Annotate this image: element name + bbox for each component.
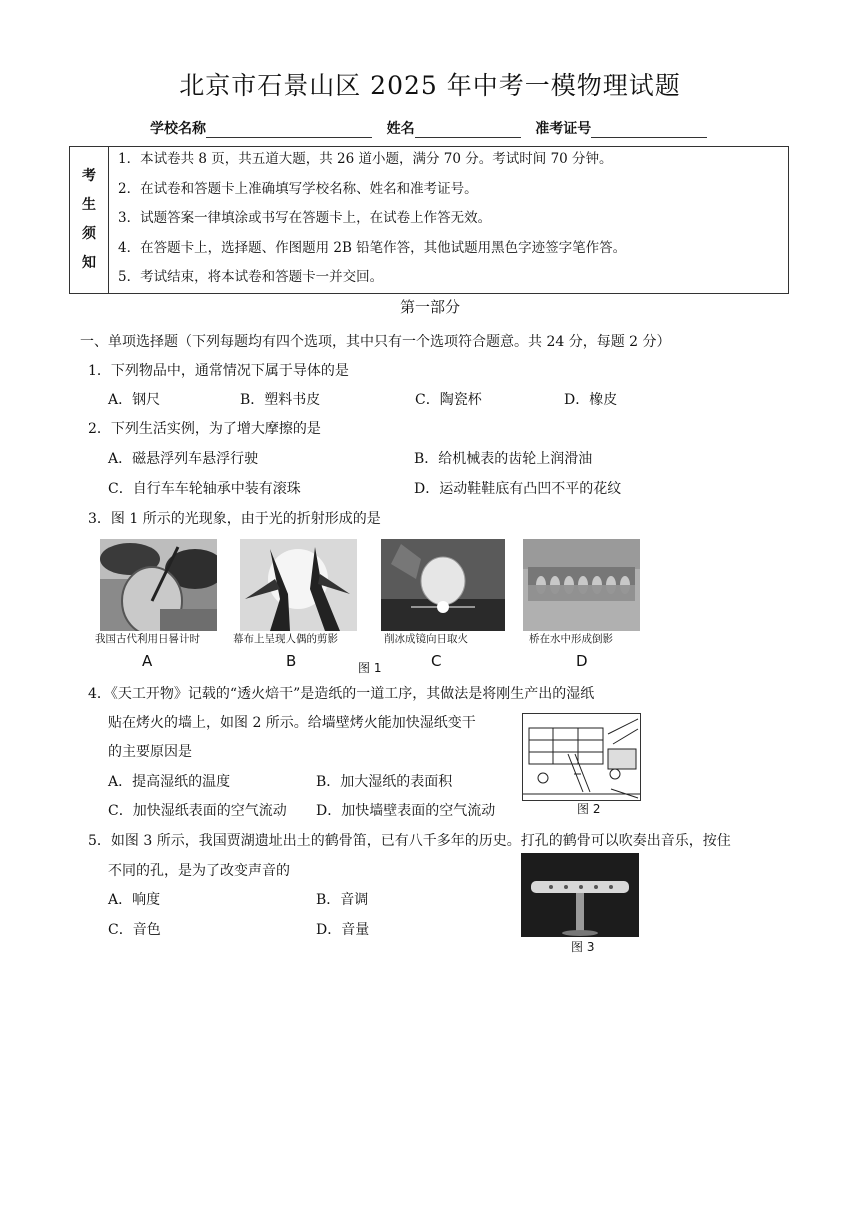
q5-stem-line1: 5．如图 3 所示，我国贾湖遗址出土的鹤骨笛，已有八千多年的历史。打孔的鹤骨可以吹奏出音乐，按住 [88,833,731,849]
q3-option-d[interactable]: D [576,652,588,670]
notice-char: 知 [82,255,96,271]
q3-option-c[interactable]: C [431,652,442,670]
student-info-line [150,118,707,138]
q4-option-c[interactable]: C．加快湿纸表面的空气流动 [108,803,287,819]
q1-option-b[interactable]: B．塑料书皮 [240,392,321,408]
q4-stem-line1: 4．《天工开物》记载的“透火焙干”是造纸的一道工序，其做法是将刚生产出的湿纸 [88,686,595,702]
notice-item: 4．在答题卡上，选择题、作图题用 2B 铅笔作答，其他试题用黑色字迹签字笔作答。 [118,239,627,256]
notice-item: 3．试题答案一律填涂或书写在答题卡上，在试卷上作答无效。 [118,210,492,226]
shadow-puppet-photo [240,539,357,631]
notice-item: 5．考试结束，将本试卷和答题卡一并交回。 [118,269,384,285]
notice-items [118,149,626,297]
q5-option-d[interactable]: D．音量 [316,922,370,938]
school-label: 学校名称 [150,121,206,137]
page-title: 北京市石景山区 2025 年中考一模物理试题 [179,71,681,100]
q4-stem-line2: 贴在烤火的墙上，如图 2 所示。给墙壁烤火能加快湿纸变干 [108,715,476,731]
school-blank[interactable] [206,123,372,138]
bridge-reflection-photo [523,539,640,631]
q2-stem: 2．下列生活实例，为了增大摩擦的是 [88,421,321,437]
q5-option-b[interactable]: B．音调 [316,892,369,908]
q3-stem: 3．图 1 所示的光现象，由于光的折射形成的是 [88,511,381,527]
notice-item: 2．在试卷和答题卡上准确填写学校名称、姓名和准考证号。 [118,180,478,197]
q4-option-b[interactable]: B．加大湿纸的表面积 [316,774,453,790]
notice-item: 1．本试卷共 8 页，共五道大题，共 26 道小题，满分 70 分。考试时间 70 分钟。 [118,151,613,167]
sundial-photo [100,539,217,631]
section-title: 第一部分 [399,298,460,316]
figure-1-label: 图 1 [358,661,382,675]
q4-stem-line3: 的主要原因是 [108,744,192,760]
caption-a: 我国古代利用日晷计时 [95,633,200,645]
notice-char: 生 [82,197,96,213]
q2-option-d[interactable]: D．运动鞋鞋底有凸凹不平的花纹 [414,481,622,497]
q3-option-a[interactable]: A [142,652,153,670]
name-label: 姓名 [386,121,415,137]
q5-option-c[interactable]: C．音色 [108,922,161,938]
caption-b: 幕布上呈现人偶的剪影 [233,633,338,645]
part-heading: 一、单项选择题（下列每题均有四个选项，其中只有一个选项符合题意。共 24 分，每题 2 分） [80,334,671,350]
papermaking-illustration [522,713,641,801]
ice-lens-photo [381,539,505,631]
q1-option-c[interactable]: C．陶瓷杯 [415,392,482,408]
name-blank[interactable] [415,123,521,138]
q1-option-d[interactable]: D．橡皮 [564,392,618,408]
q2-option-a[interactable]: A．磁悬浮列车悬浮行驶 [108,451,259,467]
q2-option-c[interactable]: C．自行车车轮轴承中装有滚珠 [108,481,301,497]
q5-option-a[interactable]: A．响度 [108,892,161,908]
q3-option-b[interactable]: B [286,652,297,670]
caption-c: 削冰成镜向日取火 [384,633,468,645]
notice-char: 须 [82,226,96,242]
q1-stem: 1．下列物品中，通常情况下属于导体的是 [88,363,349,379]
id-label: 准考证号 [535,121,592,137]
q4-option-d[interactable]: D．加快墙壁表面的空气流动 [316,803,496,819]
q2-option-b[interactable]: B．给机械表的齿轮上润滑油 [414,451,593,467]
id-blank[interactable] [591,123,707,138]
q4-option-a[interactable]: A．提高湿纸的温度 [108,774,231,790]
exam-notice-box [69,146,789,294]
notice-side-label [70,147,109,293]
figure-3-label: 图 3 [571,940,595,954]
figure-2-label: 图 2 [577,802,601,816]
caption-d: 桥在水中形成倒影 [529,633,613,645]
q1-option-a[interactable]: A．钢尺 [108,392,161,408]
q5-stem-line2: 不同的孔，是为了改变声音的 [108,863,290,879]
notice-char: 考 [82,168,96,184]
bone-flute-photo [521,853,639,937]
